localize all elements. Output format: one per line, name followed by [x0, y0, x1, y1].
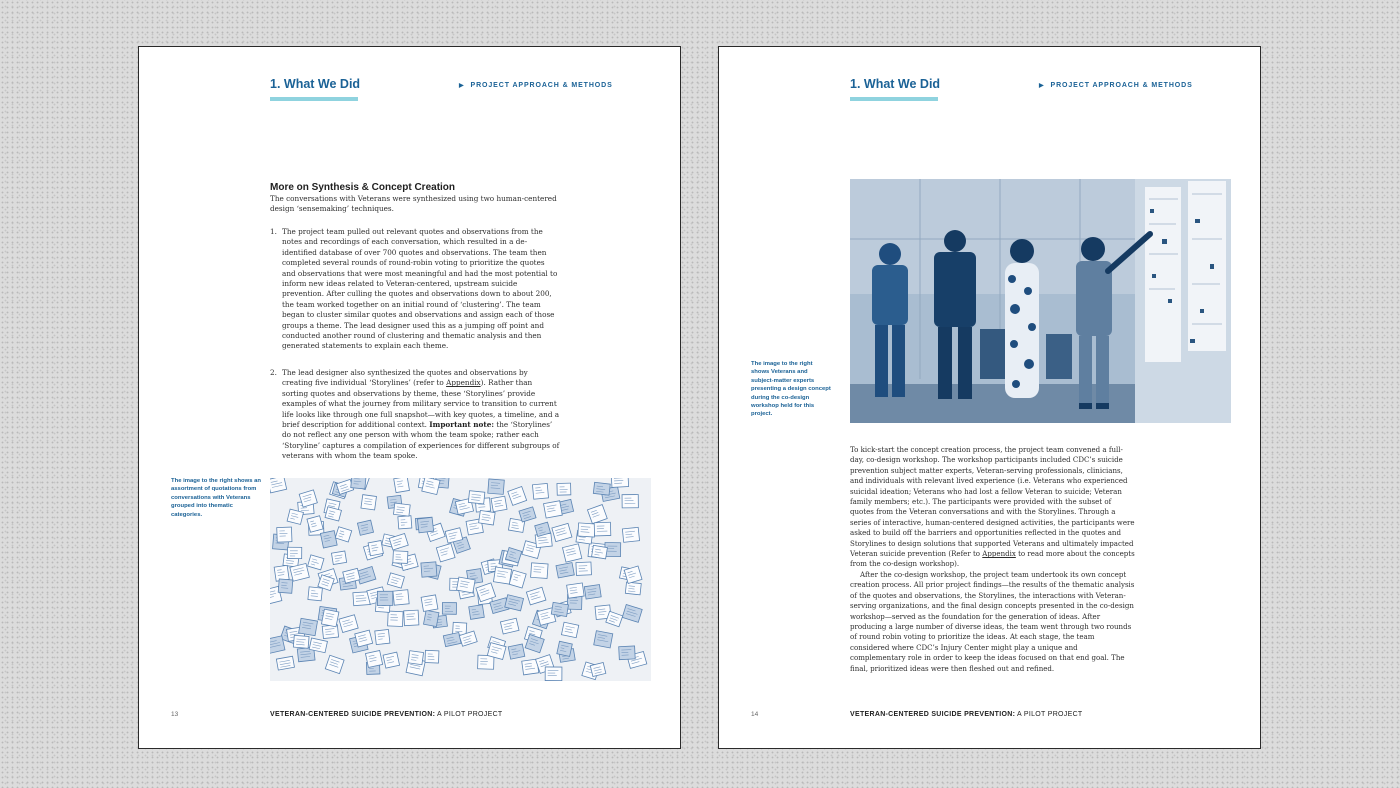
sticky-note [594, 522, 611, 536]
sticky-note [625, 582, 641, 595]
sticky-note [408, 651, 423, 665]
sticky-notes-photo [270, 478, 651, 681]
nav-label-text: PROJECT APPROACH & METHODS [1050, 82, 1193, 89]
sticky-note [468, 491, 485, 504]
text-run: the ‘Storylines’ do not reflect any one person with whom the team spoke; rather each ‘Storyline’ captures a compilation of experiences for different subgroups of veterans with whom the team spoke. [282, 420, 560, 461]
sticky-note [398, 516, 412, 529]
sticky-note [622, 527, 639, 542]
sticky-note [387, 573, 404, 588]
sticky-note [562, 544, 581, 562]
sticky-note [278, 579, 293, 593]
sticky-note [479, 510, 496, 525]
text-run: The lead designer also synthesized the quotes and observations by creating five individual ‘Storylines’ (refer to [282, 368, 528, 388]
sticky-note [584, 585, 601, 599]
sticky-note [276, 656, 294, 670]
sticky-note [587, 505, 607, 524]
sticky-note [388, 611, 404, 626]
sticky-note [299, 490, 317, 507]
sticky-note [377, 591, 392, 605]
sticky-note [491, 496, 507, 511]
sticky-note [443, 632, 461, 646]
sticky-note [500, 618, 519, 634]
subsection-heading: More on Synthesis & Concept Creation [270, 182, 456, 193]
sticky-note [622, 495, 638, 508]
sticky-note [331, 551, 346, 565]
sticky-note [545, 667, 562, 681]
sticky-note [425, 650, 439, 663]
sticky-note [394, 478, 410, 493]
sticky-note [375, 629, 390, 644]
sticky-note [422, 478, 440, 495]
sticky-note [393, 503, 410, 516]
sticky-note [339, 615, 358, 633]
footer-title-rest: A PILOT PROJECT [435, 711, 503, 718]
sticky-note [365, 651, 382, 668]
sticky-note [325, 507, 341, 521]
sticky-notes-image [270, 478, 651, 681]
sticky-note [622, 605, 642, 623]
sticky-note [417, 517, 433, 533]
sticky-note [436, 544, 455, 562]
sticky-note [383, 652, 400, 668]
sticky-note [526, 587, 546, 605]
footer-title-bold: VETERAN-CENTERED SUICIDE PREVENTION: [850, 711, 1016, 718]
workshop-image [850, 179, 1231, 423]
sticky-note [532, 483, 548, 499]
sticky-note [270, 478, 287, 493]
sticky-note [393, 590, 409, 606]
text-run: ). Rather than sorting quotes and observations by theme, these ‘Storylines’ provide examples of what the journey from military service to transition to current life looks like through one full snapshot—with key quotes, a timeline, and a brief description for additional context. [282, 378, 560, 430]
sticky-note [351, 478, 366, 489]
sticky-note [393, 551, 408, 564]
page-number: 14 [751, 711, 759, 718]
document-page-14 [718, 46, 1261, 749]
section-nav-label[interactable] [1039, 82, 1193, 89]
sticky-note [619, 646, 636, 660]
sticky-note [421, 562, 437, 577]
image-caption: The image to the right shows Veterans and subject-matter experts presenting a design concept during the co-design workshop held for this project. [751, 361, 831, 418]
sticky-note [270, 636, 285, 654]
list-item [270, 227, 560, 352]
sticky-note [593, 482, 610, 495]
list-item-text: The project team pulled out relevant quotes and observations from the notes and recordings of each conversation, which resulted in a de-identified database of over 700 quotes and observations. The team then completed several rounds of round-robin voting to prioritize the quotes and observations that were most meaningful and had the most potential to inform new ideas related to Veteran-centered, upstream suicide prevention. After culling the quotes and observations down to about 200, the team worked together on an initial round of ‘clustering’. The team began to cluster similar quotes and observations and assign each of those groups a theme. The lead designer used this as a jumping off point and conducted another round of clustering and thematic analysis and then generated statements to explain each theme. [282, 227, 558, 351]
sticky-note [335, 527, 351, 542]
section-title: 1. What We Did [850, 77, 941, 91]
sticky-note [478, 655, 494, 669]
sticky-note [404, 610, 419, 626]
sticky-note [308, 555, 324, 570]
text-run: to read more about the concepts from the co-design workshop). [850, 549, 1135, 569]
sticky-note [488, 479, 505, 494]
list-item-text [282, 368, 560, 462]
sticky-note [592, 545, 608, 559]
sticky-note [594, 631, 613, 648]
sticky-note [277, 527, 292, 542]
sticky-note [578, 523, 595, 537]
sticky-note [531, 563, 548, 579]
sticky-note [442, 603, 456, 615]
sticky-note [557, 483, 571, 495]
sticky-note [321, 609, 338, 627]
sticky-note [308, 587, 322, 601]
sticky-note [424, 610, 439, 626]
sticky-note [557, 641, 573, 656]
sticky-note [361, 495, 377, 510]
section-title: 1. What We Did [270, 77, 361, 91]
workshop-photo [850, 179, 1231, 423]
important-note-label: Important note: [429, 420, 495, 430]
sticky-note [357, 520, 373, 535]
nav-label-text: PROJECT APPROACH & METHODS [470, 82, 613, 89]
sticky-note [355, 630, 373, 647]
sticky-note [325, 655, 344, 673]
list-item [270, 368, 560, 462]
sticky-note [457, 577, 476, 593]
sticky-note [551, 602, 568, 616]
sticky-note [556, 563, 574, 578]
list-number: 2. [270, 368, 277, 377]
sticky-note [320, 531, 337, 548]
sticky-note [544, 501, 563, 518]
footer-title-rest: A PILOT PROJECT [1015, 711, 1083, 718]
intro-paragraph: The conversations with Veterans were synthesized using two human-centered design ‘sensemaking’ techniques. [270, 194, 557, 214]
page-number: 13 [171, 711, 179, 718]
section-title-underline [270, 97, 358, 101]
sticky-note [299, 618, 318, 635]
text-run: To kick-start the concept creation process, the project team convened a full-day, co-design workshop. The workshop participants included CDC’s suicide prevention subject matter experts, Veteran-serving professionals, clinicians, and individuals with relevant lived experience (i.e. Veterans who experienced suicidal ideation; Veterans who had lost a fellow Veteran to suicide; Veteran family members; etc.). The participants were provided with the subset of quotes from the Veteran conversations and with the Storylines. Through a series of interactive, human-centered designed activities, the participants were asked to build off the barriers and opportunities reflected in the quotes and Storylines to design solutions that supported Veterans and ultimately impacted Veteran suicide prevention (Refer to [850, 445, 1135, 559]
body-text [850, 445, 1135, 674]
sticky-note [368, 541, 383, 556]
sticky-note [287, 547, 301, 558]
document-page-13 [138, 46, 681, 749]
sticky-note [469, 605, 485, 620]
section-title-underline [850, 97, 938, 101]
sticky-note [519, 507, 536, 522]
paragraph [850, 445, 1135, 570]
running-footer [850, 711, 1083, 718]
section-nav-label[interactable] [459, 82, 613, 89]
sticky-note [561, 622, 578, 637]
sticky-note [293, 635, 309, 648]
paragraph: After the co-design workshop, the project team undertook its own concept creation process. All prior project findings—the results of the thematic analysis of the quotes and observations, the Storylines, the interactions with Veteran-serving organizations, and the final design concepts presented in the co-design workshop—served as the foundation for the generation of ideas. After producing a large number of diverse ideas, the team went through two rounds of round robin voting to prioritize the ideas. At each stage, the team considered where CDC’s Injury Center might play a unique and complementary role in order to keep the ideas focused on that end goal. The final, prioritized ideas were then fleshed out and refined. [850, 569, 1135, 673]
sticky-note [509, 570, 526, 588]
sticky-note [508, 644, 525, 659]
sticky-note [421, 595, 438, 612]
triangle-right-icon: ▶ [459, 83, 465, 89]
appendix-link[interactable]: Appendix [982, 549, 1016, 559]
sticky-note [576, 562, 592, 575]
sticky-note [493, 567, 511, 584]
sticky-note [611, 478, 628, 487]
triangle-right-icon: ▶ [1039, 83, 1045, 89]
sticky-note [552, 523, 572, 541]
list-number: 1. [270, 227, 277, 236]
image-caption: The image to the right shows an assortment of quotations from conversations with Veterans grouped into thematic categories. [171, 478, 262, 518]
sticky-note [508, 487, 527, 506]
sticky-note [343, 568, 360, 583]
running-footer [270, 711, 503, 718]
appendix-link[interactable]: Appendix [446, 378, 481, 388]
footer-title-bold: VETERAN-CENTERED SUICIDE PREVENTION: [270, 711, 436, 718]
sticky-note [567, 583, 585, 598]
